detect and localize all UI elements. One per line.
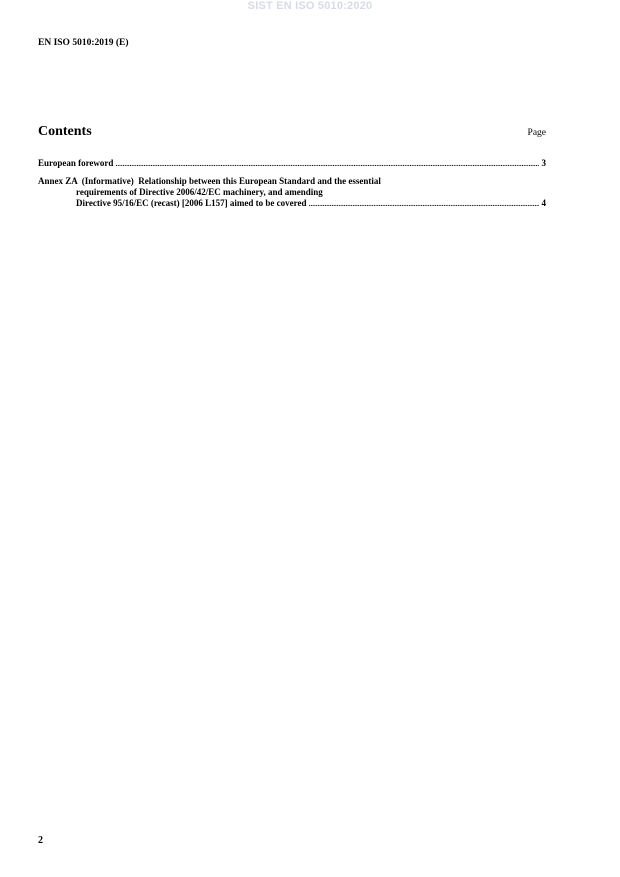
- toc-dot-leader: [115, 158, 538, 169]
- toc-entry-annex-za[interactable]: [38, 176, 546, 209]
- toc-entry-european-foreword[interactable]: [38, 158, 546, 169]
- toc-entry-line: [38, 176, 546, 187]
- contents-heading: Contents: [38, 124, 92, 139]
- table-of-contents: [38, 158, 546, 216]
- page-number: 2: [38, 835, 43, 846]
- toc-entry-line: [38, 198, 546, 209]
- page-column-label: Page: [527, 128, 546, 138]
- watermark-text: SIST EN ISO 5010:2020: [247, 0, 373, 12]
- toc-entry-page-number: 3: [541, 158, 546, 168]
- toc-entry-page-number: 4: [541, 198, 546, 208]
- toc-entry-line: [38, 187, 546, 198]
- document-identifier: EN ISO 5010:2019 (E): [38, 38, 129, 48]
- toc-dot-leader: [308, 198, 538, 209]
- toc-entry-title[interactable]: European foreword: [38, 158, 114, 168]
- toc-entry-line: [38, 158, 546, 169]
- toc-entry-title-continued[interactable]: requirements of Directive 2006/42/EC machinery, and amending: [76, 187, 323, 197]
- toc-entry-title[interactable]: Annex ZA (Informative) Relationship between this European Standard and the essential: [38, 176, 381, 186]
- toc-entry-title-continued[interactable]: Directive 95/16/EC (recast) [2006 L157] aimed to be covered: [76, 198, 307, 208]
